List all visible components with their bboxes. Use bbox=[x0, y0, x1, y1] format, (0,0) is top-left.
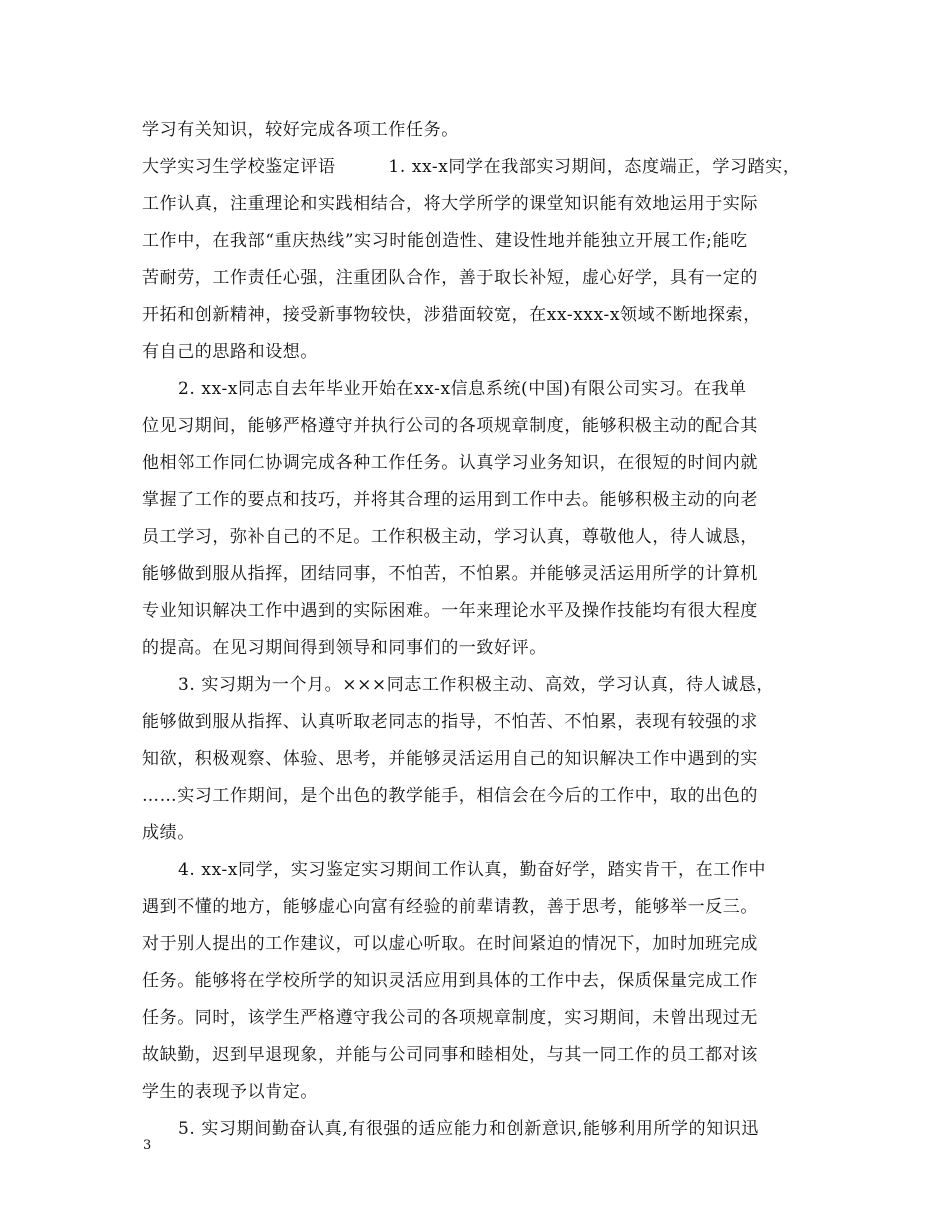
paragraph-3-start: 3. 实习期为一个月。×××同志工作积极主动、高效，学习认真，待人诚恳， bbox=[178, 675, 774, 695]
text-line: 能够做到服从指挥，团结同事，不怕苦，不怕累。并能够灵活运用所学的计算机 bbox=[142, 564, 758, 584]
text-line: 学生的表现予以肯定。 bbox=[142, 1082, 318, 1102]
text-line: 员工学习，弥补自己的不足。工作积极主动，学习认真，尊敬他人，待人诚恳， bbox=[142, 527, 758, 547]
text-line: 大学实习生学校鉴定评语 1. xx-x同学在我部实习期间，态度端正，学习踏实， bbox=[142, 157, 801, 177]
text-line: 能够做到服从指挥、认真听取老同志的指导，不怕苦、不怕累，表现有较强的求 bbox=[142, 712, 758, 732]
paragraph-5-start: 5. 实习期间勤奋认真,有很强的适应能力和创新意识,能够利用所学的知识迅 bbox=[178, 1119, 760, 1139]
text-line: 对于别人提出的工作建议，可以虚心听取。在时间紧迫的情况下，加时加班完成 bbox=[142, 934, 758, 954]
text-line: 知欲，积极观察、体验、思考，并能够灵活运用自己的知识解决工作中遇到的实 bbox=[142, 749, 758, 769]
text-line: 任务。能够将在学校所学的知识灵活应用到具体的工作中去，保质保量完成工作 bbox=[142, 971, 758, 991]
text-line: 遇到不懂的地方，能够虚心向富有经验的前辈请教，善于思考，能够举一反三。 bbox=[142, 897, 758, 917]
paragraph-2-start: 2. xx-x同志自去年毕业开始在xx-x信息系统(中国)有限公司实习。在我单 bbox=[178, 379, 747, 399]
text-line: 位见习期间，能够严格遵守并执行公司的各项规章制度，能够积极主动的配合其 bbox=[142, 416, 758, 436]
text-line: 任务。同时，该学生严格遵守我公司的各项规章制度，实习期间，未曾出现过无 bbox=[142, 1008, 758, 1028]
text-line: 工作认真，注重理论和实践相结合，将大学所学的课堂知识能有效地运用于实际 bbox=[142, 194, 758, 214]
text-line: 掌握了工作的要点和技巧，并将其合理的运用到工作中去。能够积极主动的向老 bbox=[142, 490, 758, 510]
text-line: 故缺勤，迟到早退现象，并能与公司同事和睦相处，与其一同工作的员工都对该 bbox=[142, 1045, 758, 1065]
page-number: 3 bbox=[143, 1138, 152, 1153]
text-line: 有自己的思路和设想。 bbox=[142, 342, 318, 362]
text-line: 苦耐劳，工作责任心强，注重团队合作，善于取长补短，虚心好学，具有一定的 bbox=[142, 268, 758, 288]
text-line: 的提高。在见习期间得到领导和同事们的一致好评。 bbox=[142, 638, 547, 658]
text-line: 工作中，在我部“重庆热线”实习时能创造性、建设性地并能独立开展工作;能吃 bbox=[142, 231, 748, 251]
text-line: ……实习工作期间，是个出色的教学能手，相信会在今后的工作中，取的出色的 bbox=[142, 786, 758, 806]
paragraph-4-start: 4. xx-x同学，实习鉴定实习期间工作认真，勤奋好学，踏实肯干，在工作中 bbox=[178, 860, 767, 880]
text-line: 开拓和创新精神，接受新事物较快，涉猎面较宽，在xx-xxx-x领域不断地探索， bbox=[142, 305, 761, 325]
text-line: 他相邻工作同仁协调完成各种工作任务。认真学习业务知识，在很短的时间内就 bbox=[142, 453, 758, 473]
text-line: 专业知识解决工作中遇到的实际困难。一年来理论水平及操作技能均有很大程度 bbox=[142, 601, 758, 621]
text-line: 成绩。 bbox=[142, 823, 195, 843]
text-line: 学习有关知识，较好完成各项工作任务。 bbox=[142, 120, 459, 140]
